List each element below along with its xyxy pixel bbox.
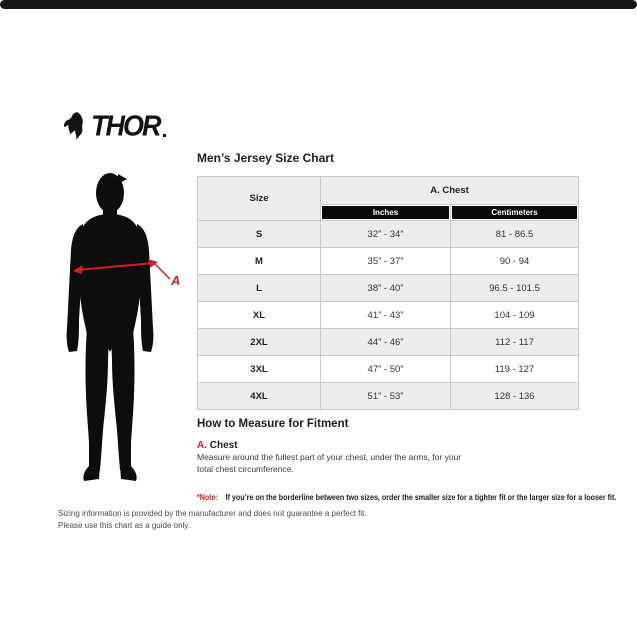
inches-cell: 32” - 34” <box>321 221 451 248</box>
size-cell: 3XL <box>198 356 321 383</box>
table-row <box>198 302 579 329</box>
table-row <box>198 221 579 248</box>
chest-measure-description: Measure around the fullest part of your chest, under the arms, for your total chest circumference. <box>197 452 462 474</box>
inches-cell: 35” - 37” <box>321 248 451 275</box>
page-title: Men’s Jersey Size Chart <box>197 151 334 165</box>
table-header-row <box>198 177 579 205</box>
column-header-inches: Inches <box>322 206 449 219</box>
cm-cell: 96.5 - 101.5 <box>451 275 579 302</box>
inches-cell: 47” - 50” <box>321 356 451 383</box>
how-to-measure-heading: How to Measure for Fitment <box>197 418 349 430</box>
thor-helmet-icon <box>62 111 88 141</box>
cm-cell: 112 - 117 <box>451 329 579 356</box>
column-header-centimeters: Centimeters <box>452 206 577 219</box>
size-table-body <box>198 221 579 410</box>
cm-cell: 81 - 86.5 <box>451 221 579 248</box>
inches-cell: 44” - 46” <box>321 329 451 356</box>
logo-trademark-dot <box>163 134 166 137</box>
size-cell: L <box>198 275 321 302</box>
size-cell: XL <box>198 302 321 329</box>
male-silhouette-diagram <box>50 170 185 492</box>
cm-cell: 119 - 127 <box>451 356 579 383</box>
size-cell: 4XL <box>198 383 321 410</box>
chest-label-letter: A. <box>197 440 207 451</box>
thor-logo <box>62 111 166 141</box>
note-label: *Note: <box>197 492 219 502</box>
size-cell: 2XL <box>198 329 321 356</box>
disclaimer-line-2: Please use this chart as a guide only. <box>58 521 190 531</box>
top-bar <box>0 0 637 9</box>
table-row <box>198 383 579 410</box>
inches-cell: 41” - 43” <box>321 302 451 329</box>
inches-cell: 51” - 53” <box>321 383 451 410</box>
disclaimer-line-1: Sizing information is provided by the manufacturer and does not guarantee a perfect fit. <box>58 509 367 518</box>
subheader-centimeters-cell <box>451 205 579 221</box>
size-chart-table <box>197 176 579 410</box>
table-row <box>198 275 579 302</box>
size-cell: S <box>198 221 321 248</box>
column-header-chest: A. Chest <box>321 177 579 205</box>
chest-label-name: Chest <box>209 440 238 451</box>
male-silhouette <box>67 173 154 481</box>
arrow-label-a: A <box>171 273 181 288</box>
size-cell: M <box>198 248 321 275</box>
subheader-inches-cell <box>321 205 451 221</box>
sizing-note <box>197 492 616 502</box>
chest-measure-label <box>197 440 238 451</box>
cm-cell: 104 - 109 <box>451 302 579 329</box>
note-text: If you’re on the borderline between two sizes, order the smaller size for a tighter fit or the larger size for a looser fit. <box>225 492 617 502</box>
cm-cell: 128 - 136 <box>451 383 579 410</box>
table-row <box>198 329 579 356</box>
column-header-size: Size <box>198 177 321 221</box>
inches-cell: 38” - 40” <box>321 275 451 302</box>
disclaimer-footer <box>58 508 367 533</box>
table-row <box>198 248 579 275</box>
thor-logo-text: THOR <box>91 109 160 142</box>
cm-cell: 90 - 94 <box>451 248 579 275</box>
table-row <box>198 356 579 383</box>
